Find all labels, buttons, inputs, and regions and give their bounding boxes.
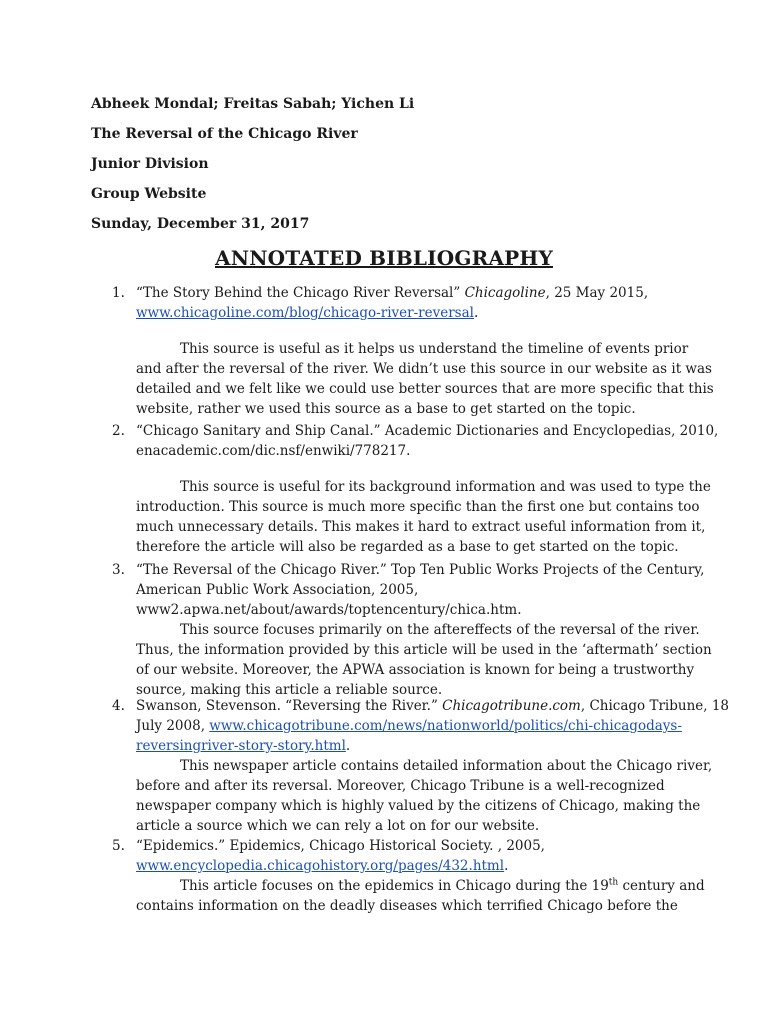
annotation-line: Thus, the information provided by this article will be used in the ‘aftermath’ section xyxy=(136,642,712,658)
annotation-line: much unnecessary details. This makes it hard to extract useful information from it, xyxy=(136,519,706,535)
annotation-line: therefore the article will also be regarded as a base to get started on the topic. xyxy=(136,539,679,555)
authors-line: Abheek Mondal; Freitas Sabah; Yichen Li xyxy=(91,96,415,112)
citation-publication: Chicagoline xyxy=(464,285,546,301)
citation-text: Swanson, Stevenson. “Reversing the River.” xyxy=(136,698,443,714)
page-title: ANNOTATED BIBLIOGRAPHY xyxy=(215,246,553,270)
annotation-line: website, rather we used this source as a base to get started on the topic. xyxy=(136,401,636,417)
citation-line xyxy=(136,303,672,323)
citation-line: American Public Work Association, 2005, xyxy=(136,582,419,598)
date-line: Sunday, December 31, 2017 xyxy=(91,216,310,232)
bibliography-entry-3 xyxy=(112,560,712,700)
citation-text: “The Story Behind the Chicago River Reversal” xyxy=(136,285,465,301)
bibliography-entry-1 xyxy=(112,283,714,419)
annotation-text: This article focuses on the epidemics in Chicago during the 19 xyxy=(180,878,609,894)
entry-annotation xyxy=(136,756,713,836)
category-line: Group Website xyxy=(91,186,207,202)
citation-line xyxy=(136,283,672,303)
annotation-line: article a source which we can rely a lot on for our website. xyxy=(136,818,540,834)
annotation-line: newspaper company which is highly valued by the citizens of Chicago, making the xyxy=(136,798,701,814)
bibliography-entry-2 xyxy=(112,421,719,557)
annotation-line: detailed and we felt like we could use better sources that are more specific that this xyxy=(136,381,714,397)
annotation-line: contains information on the deadly diseases which terrified Chicago before the xyxy=(136,898,678,914)
project-title-line: The Reversal of the Chicago River xyxy=(91,126,358,142)
entry-annotation xyxy=(136,876,705,916)
annotation-text: century and xyxy=(618,878,705,894)
bibliography-entry-4 xyxy=(112,696,730,836)
citation-line: “Chicago Sanitary and Ship Canal.” Academic Dictionaries and Encyclopedias, 2010, xyxy=(136,423,719,439)
annotation-line: before and after its reversal. Moreover, Chicago Tribune is a well-recognized xyxy=(136,778,665,794)
entry-number: 4. xyxy=(112,698,125,714)
citation-line: “The Reversal of the Chicago River.” Top Ten Public Works Projects of the Century, xyxy=(136,562,705,578)
annotation-line: This newspaper article contains detailed information about the Chicago river, xyxy=(180,758,713,774)
annotation-line: and after the reversal of the river. We didn’t use this source in our website as it was xyxy=(136,361,712,377)
annotation-line xyxy=(136,876,705,896)
citation-line xyxy=(136,736,672,756)
entry-annotation xyxy=(136,339,714,419)
bibliography-entry-5 xyxy=(112,836,705,916)
source-link[interactable]: www.chicagotribune.com/news/nationworld/politics/chi-chicagodays- xyxy=(209,718,682,734)
entry-number: 2. xyxy=(112,423,125,439)
entry-number: 1. xyxy=(112,285,125,301)
citation-text: . xyxy=(473,305,479,321)
entry-number: 5. xyxy=(112,838,125,854)
entry-citation xyxy=(136,696,730,756)
annotation-line: This source is useful as it helps us understand the timeline of events prior xyxy=(180,341,689,357)
annotation-line: This source focuses primarily on the aftereffects of the reversal of the river. xyxy=(180,622,700,638)
source-link[interactable]: www.chicagoline.com/blog/chicago-river-reversal xyxy=(136,305,474,321)
entry-citation xyxy=(136,421,719,461)
entry-citation xyxy=(136,283,672,323)
superscript: th xyxy=(608,877,619,888)
annotation-line: introduction. This source is much more specific than the first one but contains too xyxy=(136,499,700,515)
citation-line xyxy=(136,696,730,716)
source-link[interactable]: www.encyclopedia.chicagohistory.org/pages/432.html xyxy=(136,858,505,874)
entry-citation xyxy=(136,836,672,876)
entry-annotation xyxy=(136,477,711,557)
citation-line xyxy=(136,856,672,876)
citation-line: enacademic.com/dic.nsf/enwiki/778217. xyxy=(136,443,411,459)
citation-line: www2.apwa.net/about/awards/toptencentury/chica.htm. xyxy=(136,602,522,618)
annotation-line: source, making this article a reliable source. xyxy=(136,682,443,698)
entry-annotation xyxy=(136,620,712,700)
entry-citation xyxy=(136,560,705,620)
citation-line xyxy=(136,716,682,736)
annotation-line: This source is useful for its background information and was used to type the xyxy=(180,479,711,495)
citation-text: July 2008, xyxy=(136,718,210,734)
division-line: Junior Division xyxy=(91,156,209,172)
citation-text: . xyxy=(345,738,351,754)
citation-text: , 25 May 2015, xyxy=(545,285,649,301)
citation-line: “Epidemics.” Epidemics, Chicago Historical Society. , 2005, xyxy=(136,838,545,854)
annotation-line: of our website. Moreover, the APWA association is known for being a trustworthy xyxy=(136,662,695,678)
citation-text: . xyxy=(504,858,509,874)
entry-number: 3. xyxy=(112,562,125,578)
source-link-continued[interactable]: reversingriver-story-story.html xyxy=(136,738,346,754)
citation-text: , Chicago Tribune, 18 xyxy=(580,698,730,714)
citation-publication: Chicagotribune.com xyxy=(442,698,581,714)
